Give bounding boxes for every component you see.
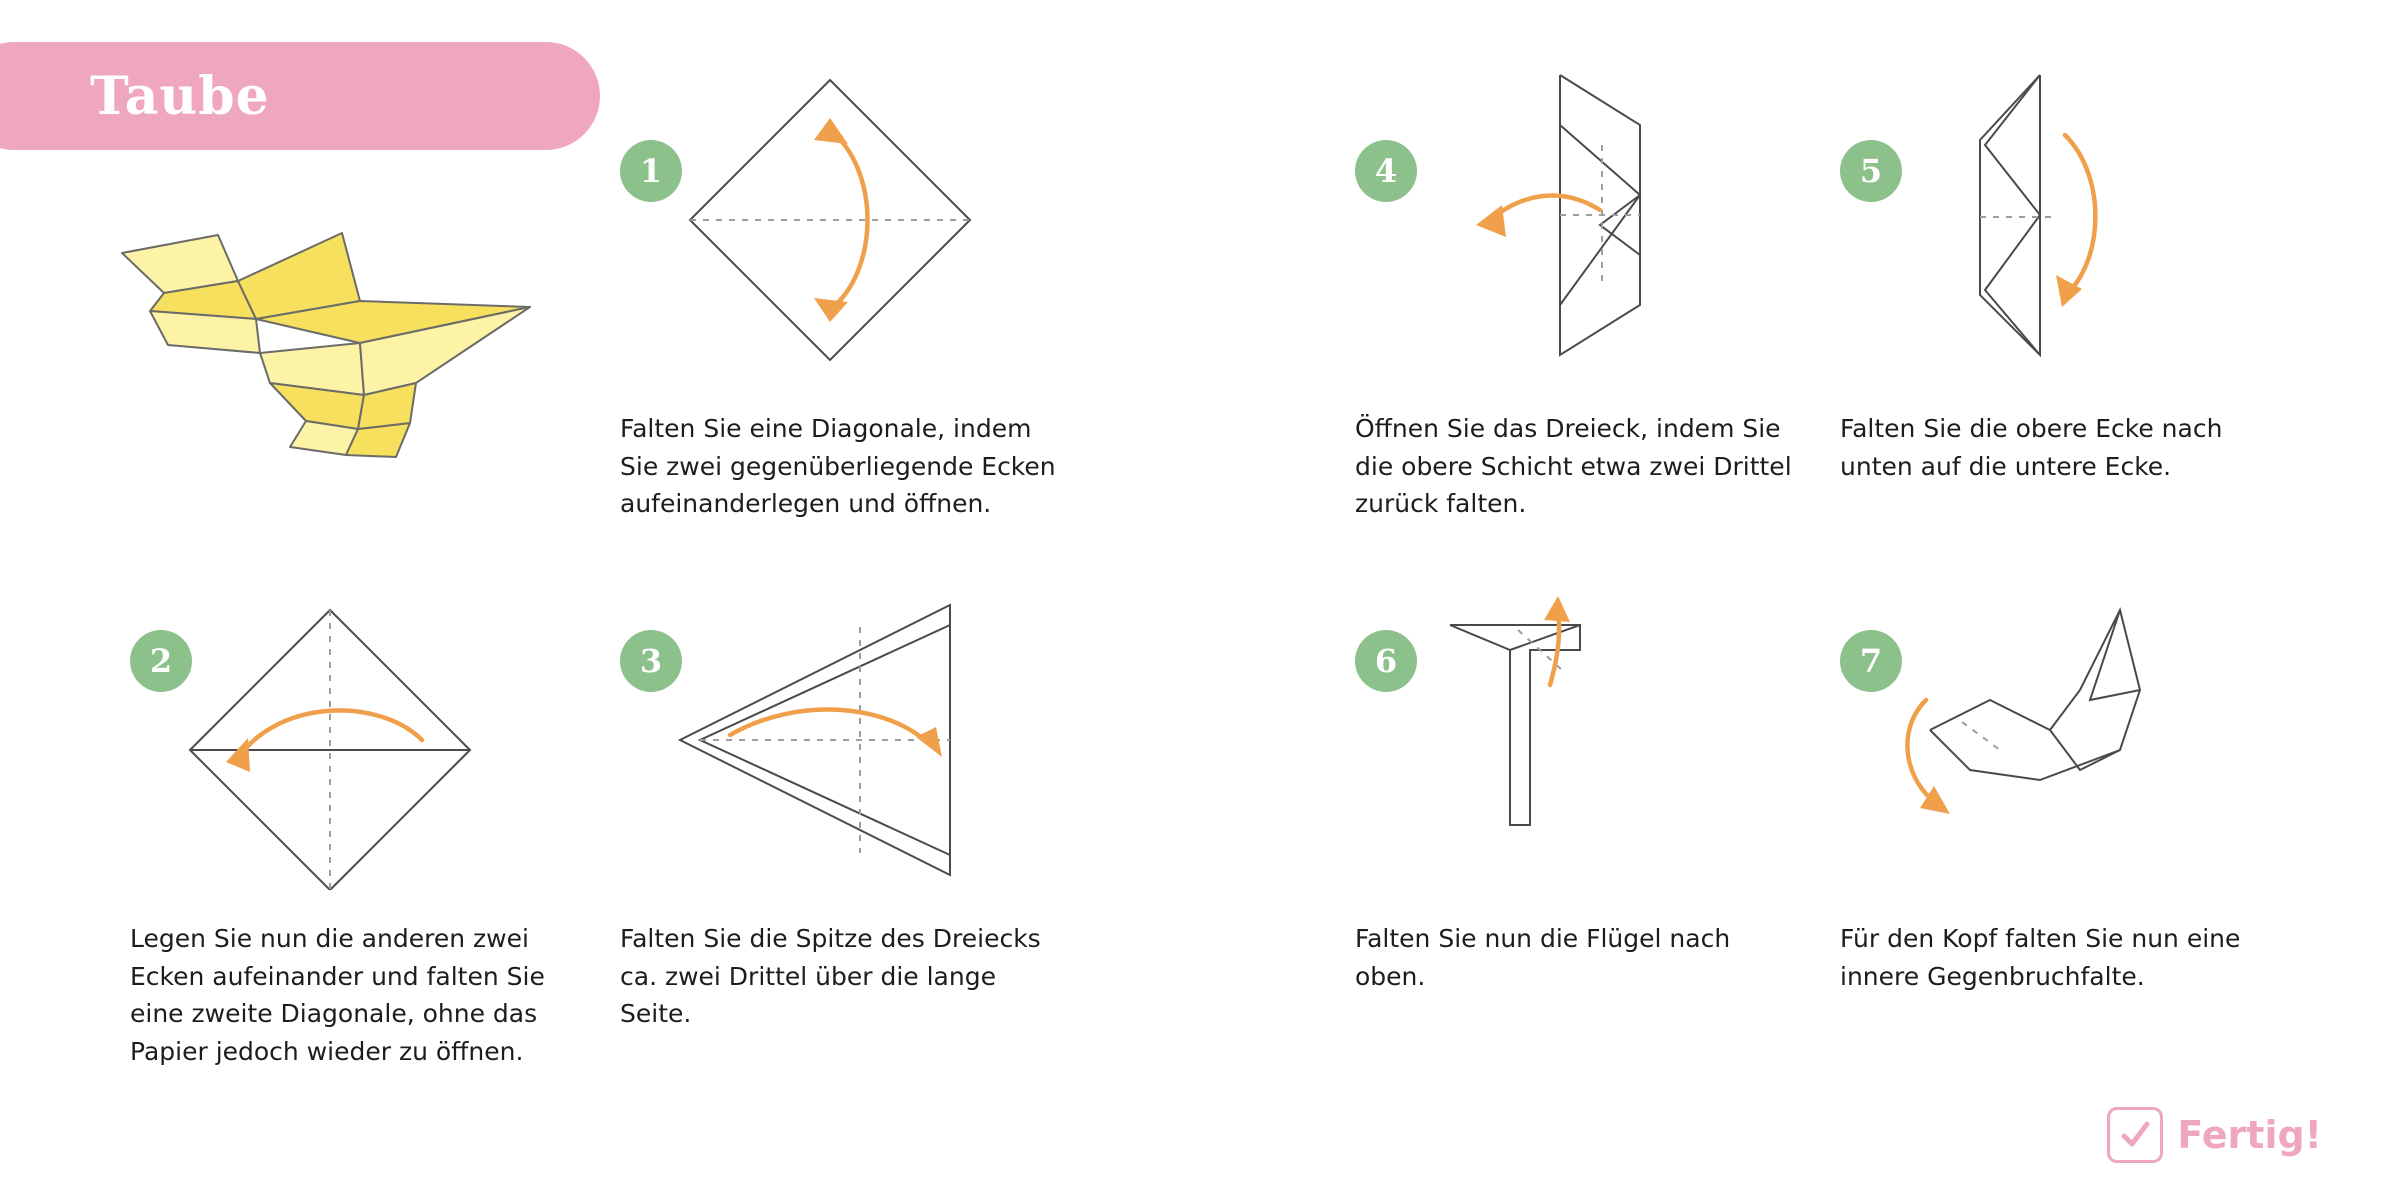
step-1-caption: Falten Sie eine Diagonale, indem Sie zwei gegenüberliegende Ecken aufeinanderlegen und öffnen. — [620, 414, 1056, 518]
origami-dove-icon — [110, 215, 570, 465]
step-4-diagram — [1440, 65, 1740, 369]
step-4-caption: Öffnen Sie das Dreieck, indem Sie die obere Schicht etwa zwei Drittel zurück falten. — [1355, 414, 1792, 518]
step-2-diagram — [180, 590, 480, 894]
step-5-diagram — [1890, 65, 2190, 369]
step-7-caption: Für den Kopf falten Sie nun eine innere Gegenbruchfalte. — [1840, 924, 2241, 991]
step-7-badge: 7 — [1840, 630, 1902, 692]
hero-origami-dove — [110, 215, 570, 465]
step-1 — [620, 140, 682, 202]
page-title: Taube — [90, 65, 270, 127]
step-4-badge: 4 — [1355, 140, 1417, 202]
step-6-caption: Falten Sie nun die Flügel nach oben. — [1355, 924, 1731, 991]
step-1-badge: 1 — [620, 140, 682, 202]
step-1-diagram — [680, 70, 980, 374]
done-label: Fertig! — [2177, 1113, 2322, 1157]
title-banner — [0, 42, 600, 150]
step-3-caption: Falten Sie die Spitze des Dreiecks ca. zwei Drittel über die lange Seite. — [620, 924, 1041, 1028]
step-6-diagram — [1410, 590, 1730, 894]
check-icon — [2107, 1107, 2163, 1163]
step-3-badge: 3 — [620, 630, 682, 692]
done-badge — [2107, 1107, 2322, 1163]
step-5-caption: Falten Sie die obere Ecke nach unten auf die untere Ecke. — [1840, 414, 2223, 481]
check-glyph — [2119, 1119, 2151, 1151]
step-2-badge: 2 — [130, 630, 192, 692]
step-6 — [1355, 630, 1417, 692]
step-7-diagram — [1890, 580, 2270, 884]
step-2-caption: Legen Sie nun die anderen zwei Ecken aufeinander und falten Sie eine zweite Diagonale, ohne das Papier jedoch wieder zu öffnen. — [130, 924, 545, 1066]
step-6-badge: 6 — [1355, 630, 1417, 692]
step-4 — [1355, 140, 1417, 202]
step-3-diagram — [660, 585, 980, 889]
step-5-badge: 5 — [1840, 140, 1902, 202]
